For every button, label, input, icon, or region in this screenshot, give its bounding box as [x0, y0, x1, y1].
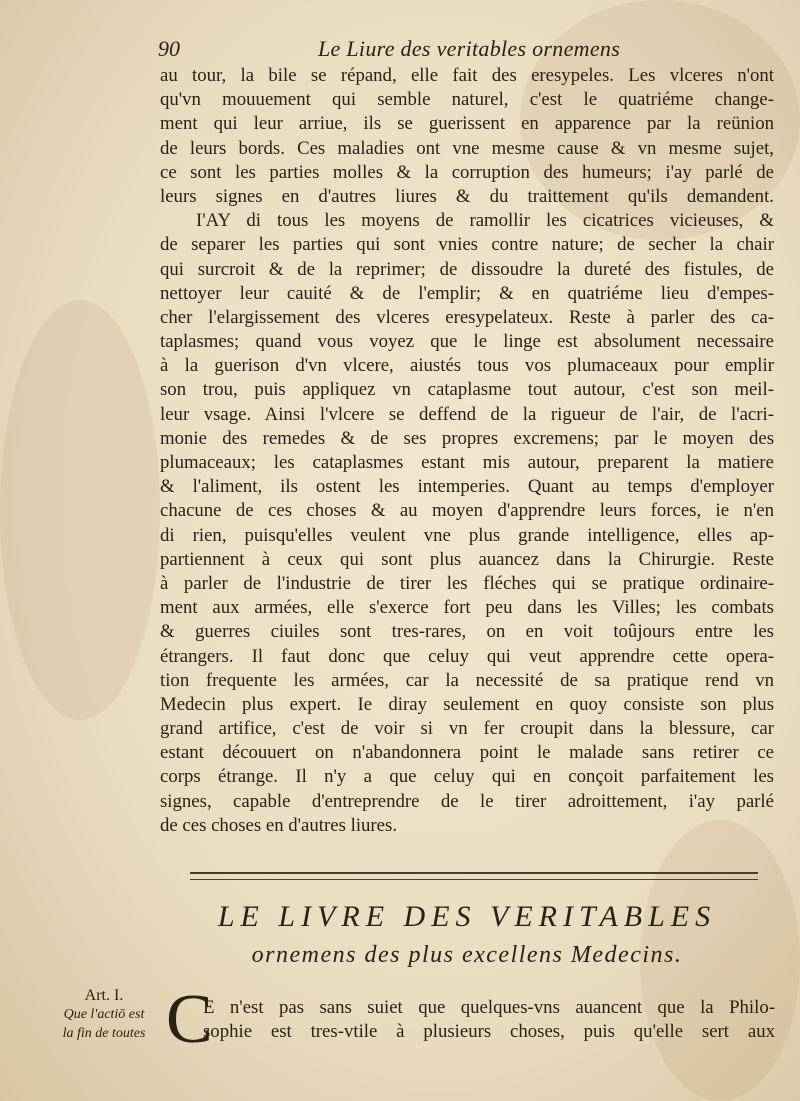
text-line: partiennent à ceux qui sont plus auancez dans la Chirurgie. Reste [160, 548, 774, 570]
text-line: di rien, puisqu'elles veulent vne plus grande intelligence, elles ap- [160, 524, 774, 546]
text-line: qui surcroit & de la reprimer; de dissoudre la dureté des fistules, de [160, 258, 774, 280]
drop-capital: C [166, 981, 213, 1058]
text-line: ment qui leur arriue, ils se guerissent en apparence par la reünion [160, 113, 774, 135]
text-line: ce sont les parties molles & la corruption des humeurs; i'ay parlé de [160, 161, 774, 183]
text-line: sophie est tres-vtile à plusieurs choses, puis qu'elle sert aux [203, 1021, 775, 1043]
running-title: Le Liure des veritables ornemens [318, 36, 621, 61]
margin-note [40, 986, 168, 1043]
section-divider [190, 872, 758, 880]
text-line: à parler de l'industrie de tirer les fléches qui se pratique ordinaire- [160, 572, 774, 594]
margin-note-line: Que l'actiō est [63, 1007, 145, 1022]
text-line: chacune de ces choses & au moyen d'apprendre leurs forces, ie n'en [160, 500, 774, 522]
text-line: leurs signes en d'autres liures & du traittement qu'ils demandent. [160, 185, 774, 207]
text-line: estant découuert on n'abandonnera point le malade sans retirer ce [160, 742, 774, 764]
text-line: Medecin plus expert. Ie diray seulement en quoy consiste son plus [160, 693, 774, 715]
section-subtitle: ornemens des plus excellens Medecins. [251, 942, 683, 968]
text-line: qu'vn mouuement qui semble naturel, c'est le quatriéme change- [160, 89, 774, 111]
text-line: de ces choses en d'autres liures. [160, 814, 398, 836]
article-number: Art. I. [84, 987, 124, 1004]
text-line: monie des remedes & de ses propres excremens; par le moyen des [160, 427, 774, 449]
section-title: LE LIVRE DES VERITABLES [217, 900, 717, 933]
text-line: corps étrange. Il n'y a que celuy qui en conçoit parfaitement les [160, 766, 774, 788]
text-line: ment aux armées, elle s'exerce fort peu dans les Villes; les combats [160, 597, 774, 619]
text-line: I'AY di tous les moyens de ramollir les cicatrices vicieuses, & [196, 210, 774, 232]
text-line: de separer les parties qui sont vnies contre nature; de secher la chair [160, 234, 774, 256]
text-line: son trou, puis appliquez vn cataplasme tout autour, c'est son meil- [160, 379, 774, 401]
text-line: de leurs bords. Ces maladies ont vne mesme cause & vn mesme sujet, [160, 137, 774, 159]
text-line: grand artifice, c'est de voir si vn fer croupit dans la blessure, car [160, 718, 774, 740]
text-line: au tour, la bile se répand, elle fait des eresypeles. Les vlceres n'ont [160, 65, 774, 86]
page-header [158, 34, 798, 64]
margin-note-line: la fin de toutes [62, 1026, 146, 1041]
text-line: nettoyer leur cauité & de l'emplir; & en quatriéme lieu d'empes- [160, 282, 774, 304]
opening-paragraph [203, 996, 775, 1044]
text-line: E n'est pas sans suiet que quelques-vns auancent que la Philo- [203, 997, 775, 1018]
text-line: étrangers. Il faut donc que celuy qui veut apprendre cette opera- [160, 645, 774, 667]
text-line: leur vsage. Ainsi l'vlcere se deffend de la rigueur de l'air, de l'acri- [160, 403, 774, 425]
text-line: taplasmes; quand vous voyez que le linge est absolument necessaire [160, 331, 774, 353]
page-number: 90 [158, 36, 180, 61]
text-line: à la guerison d'vn vlcere, aiustés tous vos plumaceaux pour emplir [160, 355, 774, 377]
text-line: plumaceaux; les cataplasmes estant mis autour, preparent la matiere [160, 452, 774, 473]
text-line: & guerres ciuiles sont tres-rares, on en voit toûjours entre les [160, 621, 774, 643]
paper-stain [0, 300, 160, 720]
text-line: cher l'elargissement des vlceres eresypelateux. Reste à parler des ca- [160, 306, 774, 328]
text-line: & l'aliment, ils ostent les intemperies. Quant au temps d'employer [160, 476, 774, 498]
text-line: signes, capable d'entreprendre de le tirer adroittement, i'ay parlé [160, 790, 774, 812]
body-text [160, 64, 774, 838]
text-line: tion frequente les armées, car la necessité de sa pratique rend vn [160, 669, 774, 691]
